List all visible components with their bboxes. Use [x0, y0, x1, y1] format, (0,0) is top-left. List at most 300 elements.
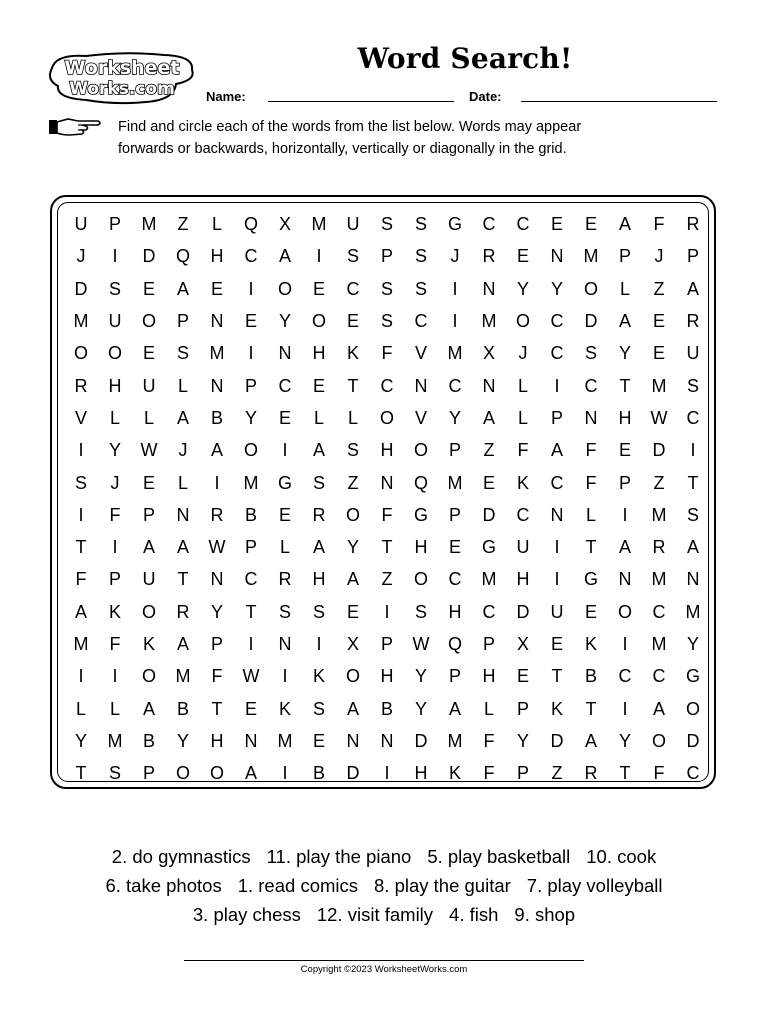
- grid-letter[interactable]: S: [312, 698, 325, 719]
- grid-letter[interactable]: X: [482, 343, 495, 364]
- grid-letter[interactable]: S: [108, 278, 121, 299]
- grid-letter[interactable]: P: [244, 537, 257, 558]
- grid-letter[interactable]: I: [248, 343, 254, 364]
- grid-letter[interactable]: N: [380, 730, 394, 751]
- grid-letter[interactable]: M: [73, 311, 89, 332]
- grid-letter[interactable]: P: [686, 246, 699, 267]
- grid-letter[interactable]: E: [278, 407, 291, 428]
- grid-letter[interactable]: N: [176, 504, 190, 525]
- grid-letter[interactable]: P: [516, 763, 529, 784]
- grid-letter[interactable]: L: [279, 537, 290, 558]
- grid-letter[interactable]: N: [550, 504, 564, 525]
- grid-letter[interactable]: R: [176, 601, 190, 622]
- grid-letter[interactable]: T: [551, 666, 563, 687]
- grid-letter[interactable]: H: [516, 569, 530, 590]
- grid-letter[interactable]: H: [482, 666, 496, 687]
- grid-letter[interactable]: E: [278, 504, 291, 525]
- grid-letter[interactable]: P: [244, 375, 257, 396]
- grid-letter[interactable]: O: [345, 666, 360, 687]
- grid-letter[interactable]: U: [516, 537, 530, 558]
- grid-letter[interactable]: H: [210, 730, 224, 751]
- grid-letter[interactable]: S: [278, 601, 291, 622]
- grid-letter[interactable]: L: [585, 504, 596, 525]
- grid-letter[interactable]: G: [481, 537, 496, 558]
- grid-letter[interactable]: S: [380, 311, 393, 332]
- grid-letter[interactable]: E: [448, 537, 461, 558]
- grid-letter[interactable]: I: [112, 666, 118, 687]
- grid-letter[interactable]: X: [516, 634, 529, 654]
- grid-letter[interactable]: N: [278, 634, 292, 654]
- grid-letter[interactable]: F: [653, 763, 665, 784]
- grid-letter[interactable]: R: [278, 569, 292, 590]
- grid-letter[interactable]: Q: [447, 634, 462, 654]
- grid-letter[interactable]: C: [448, 375, 462, 396]
- grid-letter[interactable]: S: [414, 246, 427, 267]
- grid-letter[interactable]: R: [312, 504, 326, 525]
- grid-letter[interactable]: A: [550, 440, 563, 461]
- grid-letter[interactable]: S: [312, 472, 325, 493]
- grid-letter[interactable]: O: [413, 569, 428, 590]
- grid-letter[interactable]: G: [277, 472, 292, 493]
- grid-letter[interactable]: C: [618, 666, 632, 687]
- grid-letter[interactable]: F: [381, 504, 393, 525]
- grid-letter[interactable]: D: [482, 504, 496, 525]
- grid-letter[interactable]: C: [244, 569, 258, 590]
- grid-letter[interactable]: Y: [108, 440, 121, 461]
- grid-letter[interactable]: R: [652, 537, 666, 558]
- grid-letter[interactable]: E: [550, 634, 563, 654]
- grid-letter[interactable]: W: [208, 537, 226, 558]
- grid-letter[interactable]: Z: [483, 440, 495, 461]
- grid-letter[interactable]: O: [583, 278, 598, 299]
- grid-letter[interactable]: U: [346, 214, 360, 235]
- grid-letter[interactable]: E: [516, 666, 529, 687]
- grid-letter[interactable]: U: [142, 375, 156, 396]
- grid-letter[interactable]: D: [414, 730, 428, 751]
- grid-letter[interactable]: M: [447, 343, 463, 364]
- grid-letter[interactable]: P: [448, 504, 461, 525]
- grid-letter[interactable]: E: [312, 375, 325, 396]
- grid-letter[interactable]: A: [176, 537, 189, 558]
- grid-letter[interactable]: L: [483, 698, 494, 719]
- grid-letter[interactable]: H: [108, 375, 122, 396]
- grid-letter[interactable]: W: [242, 666, 260, 687]
- grid-letter[interactable]: C: [482, 214, 496, 235]
- grid-letter[interactable]: P: [380, 634, 393, 654]
- grid-letter[interactable]: S: [108, 763, 121, 784]
- grid-letter[interactable]: L: [109, 698, 120, 719]
- grid-letter[interactable]: A: [346, 569, 359, 590]
- grid-letter[interactable]: E: [516, 246, 529, 267]
- grid-letter[interactable]: E: [244, 311, 257, 332]
- grid-letter[interactable]: E: [142, 343, 155, 364]
- grid-letter[interactable]: J: [178, 440, 188, 461]
- grid-letter[interactable]: B: [244, 504, 257, 525]
- grid-letter[interactable]: M: [243, 472, 259, 493]
- grid-letter[interactable]: T: [75, 537, 87, 558]
- grid-letter[interactable]: A: [346, 698, 359, 719]
- grid-letter[interactable]: D: [346, 763, 360, 784]
- grid-letter[interactable]: Z: [653, 472, 665, 493]
- grid-letter[interactable]: W: [650, 407, 668, 428]
- grid-letter[interactable]: Q: [175, 246, 190, 267]
- grid-letter[interactable]: E: [584, 601, 597, 622]
- grid-letter[interactable]: J: [450, 246, 460, 267]
- grid-letter[interactable]: Y: [176, 730, 189, 751]
- grid-letter[interactable]: S: [414, 601, 427, 622]
- grid-letter[interactable]: M: [685, 601, 701, 622]
- name-field[interactable]: [268, 101, 454, 102]
- grid-letter[interactable]: A: [618, 214, 631, 235]
- grid-letter[interactable]: S: [686, 504, 699, 525]
- grid-letter[interactable]: L: [347, 407, 358, 428]
- grid-letter[interactable]: M: [651, 504, 667, 525]
- grid-letter[interactable]: A: [618, 537, 631, 558]
- grid-letter[interactable]: T: [687, 472, 699, 493]
- grid-letter[interactable]: A: [244, 763, 257, 784]
- grid-letter[interactable]: E: [550, 214, 563, 235]
- grid-letter[interactable]: E: [210, 278, 223, 299]
- grid-letter[interactable]: O: [515, 311, 530, 332]
- grid-letter[interactable]: E: [346, 601, 359, 622]
- grid-letter[interactable]: Y: [414, 698, 427, 719]
- grid-letter[interactable]: K: [108, 601, 121, 622]
- grid-letter[interactable]: H: [210, 246, 224, 267]
- grid-letter[interactable]: Y: [74, 730, 87, 751]
- grid-letter[interactable]: I: [554, 569, 560, 590]
- grid-letter[interactable]: T: [177, 569, 189, 590]
- grid-letter[interactable]: V: [74, 407, 87, 428]
- grid-letter[interactable]: I: [282, 440, 288, 461]
- grid-letter[interactable]: P: [550, 407, 563, 428]
- grid-letter[interactable]: O: [175, 763, 190, 784]
- grid-letter[interactable]: Y: [516, 278, 529, 299]
- grid-letter[interactable]: K: [278, 698, 291, 719]
- grid-letter[interactable]: A: [142, 698, 155, 719]
- grid-letter[interactable]: C: [550, 472, 564, 493]
- grid-letter[interactable]: U: [686, 343, 700, 364]
- grid-letter[interactable]: E: [482, 472, 495, 493]
- grid-letter[interactable]: M: [447, 730, 463, 751]
- grid-letter[interactable]: E: [652, 343, 665, 364]
- grid-letter[interactable]: I: [452, 278, 458, 299]
- grid-letter[interactable]: U: [550, 601, 564, 622]
- grid-letter[interactable]: R: [74, 375, 88, 396]
- grid-letter[interactable]: C: [584, 375, 598, 396]
- grid-letter[interactable]: A: [74, 601, 87, 622]
- grid-letter[interactable]: I: [316, 246, 322, 267]
- grid-letter[interactable]: A: [176, 634, 189, 654]
- grid-letter[interactable]: N: [210, 311, 224, 332]
- grid-letter[interactable]: O: [107, 343, 122, 364]
- grid-letter[interactable]: M: [583, 246, 599, 267]
- grid-letter[interactable]: B: [312, 763, 325, 784]
- grid-letter[interactable]: L: [517, 375, 528, 396]
- grid-letter[interactable]: D: [142, 246, 156, 267]
- grid-letter[interactable]: D: [74, 278, 88, 299]
- grid-letter[interactable]: T: [245, 601, 257, 622]
- grid-letter[interactable]: F: [211, 666, 223, 687]
- date-field[interactable]: [521, 101, 717, 102]
- grid-letter[interactable]: Z: [347, 472, 359, 493]
- grid-letter[interactable]: H: [312, 343, 326, 364]
- grid-letter[interactable]: I: [622, 634, 628, 654]
- grid-letter[interactable]: C: [550, 343, 564, 364]
- grid-letter[interactable]: P: [482, 634, 495, 654]
- grid-letter[interactable]: N: [278, 343, 292, 364]
- grid-letter[interactable]: Z: [381, 569, 393, 590]
- grid-letter[interactable]: J: [654, 246, 664, 267]
- grid-letter[interactable]: S: [346, 440, 359, 461]
- grid-letter[interactable]: N: [550, 246, 564, 267]
- grid-letter[interactable]: E: [584, 214, 597, 235]
- grid-letter[interactable]: C: [686, 407, 700, 428]
- grid-letter[interactable]: C: [448, 569, 462, 590]
- grid-letter[interactable]: H: [414, 537, 428, 558]
- grid-letter[interactable]: A: [686, 278, 699, 299]
- grid-letter[interactable]: D: [550, 730, 564, 751]
- grid-letter[interactable]: F: [517, 440, 529, 461]
- grid-letter[interactable]: J: [76, 246, 86, 267]
- grid-letter[interactable]: I: [78, 666, 84, 687]
- grid-letter[interactable]: L: [143, 407, 154, 428]
- grid-letter[interactable]: B: [380, 698, 393, 719]
- grid-letter[interactable]: R: [210, 504, 224, 525]
- grid-letter[interactable]: X: [278, 214, 291, 235]
- grid-letter[interactable]: F: [109, 634, 121, 654]
- grid-letter[interactable]: Z: [653, 278, 665, 299]
- grid-letter[interactable]: A: [176, 407, 189, 428]
- grid-letter[interactable]: E: [312, 730, 325, 751]
- grid-letter[interactable]: F: [483, 763, 495, 784]
- grid-letter[interactable]: F: [653, 214, 665, 235]
- grid-letter[interactable]: O: [243, 440, 258, 461]
- grid-letter[interactable]: N: [244, 730, 258, 751]
- grid-letter[interactable]: S: [380, 278, 393, 299]
- grid-letter[interactable]: C: [482, 601, 496, 622]
- grid-letter[interactable]: S: [380, 214, 393, 235]
- grid-letter[interactable]: H: [448, 601, 462, 622]
- grid-letter[interactable]: N: [482, 278, 496, 299]
- grid-letter[interactable]: S: [176, 343, 189, 364]
- grid-letter[interactable]: M: [447, 472, 463, 493]
- grid-letter[interactable]: X: [346, 634, 359, 654]
- grid-letter[interactable]: Q: [413, 472, 428, 493]
- grid-letter[interactable]: T: [585, 537, 597, 558]
- grid-letter[interactable]: E: [618, 440, 631, 461]
- grid-letter[interactable]: V: [414, 407, 427, 428]
- grid-letter[interactable]: H: [618, 407, 632, 428]
- grid-letter[interactable]: T: [585, 698, 597, 719]
- grid-letter[interactable]: Z: [177, 214, 189, 235]
- grid-letter[interactable]: O: [209, 763, 224, 784]
- grid-letter[interactable]: M: [73, 634, 89, 654]
- grid-letter[interactable]: D: [652, 440, 666, 461]
- grid-letter[interactable]: C: [686, 763, 700, 784]
- grid-letter[interactable]: V: [414, 343, 427, 364]
- grid-letter[interactable]: R: [584, 763, 598, 784]
- grid-letter[interactable]: L: [619, 278, 630, 299]
- grid-letter[interactable]: T: [75, 763, 87, 784]
- grid-letter[interactable]: A: [210, 440, 223, 461]
- grid-letter[interactable]: S: [686, 375, 699, 396]
- grid-letter[interactable]: I: [690, 440, 696, 461]
- grid-letter[interactable]: J: [110, 472, 120, 493]
- grid-letter[interactable]: L: [313, 407, 324, 428]
- grid-letter[interactable]: I: [622, 698, 628, 719]
- grid-letter[interactable]: L: [177, 375, 188, 396]
- grid-letter[interactable]: N: [380, 472, 394, 493]
- grid-letter[interactable]: R: [686, 214, 700, 235]
- grid-letter[interactable]: A: [652, 698, 665, 719]
- grid-letter[interactable]: N: [686, 569, 700, 590]
- grid-letter[interactable]: D: [584, 311, 598, 332]
- grid-letter[interactable]: M: [141, 214, 157, 235]
- grid-letter[interactable]: O: [413, 440, 428, 461]
- grid-letter[interactable]: K: [516, 472, 529, 493]
- grid-letter[interactable]: F: [109, 504, 121, 525]
- grid-letter[interactable]: Y: [448, 407, 461, 428]
- grid-letter[interactable]: M: [651, 569, 667, 590]
- grid-letter[interactable]: N: [584, 407, 598, 428]
- grid-letter[interactable]: O: [345, 504, 360, 525]
- grid-letter[interactable]: A: [142, 537, 155, 558]
- grid-letter[interactable]: L: [177, 472, 188, 493]
- grid-letter[interactable]: I: [78, 504, 84, 525]
- grid-letter[interactable]: H: [414, 763, 428, 784]
- grid-letter[interactable]: K: [584, 634, 597, 654]
- grid-letter[interactable]: Y: [618, 730, 631, 751]
- grid-letter[interactable]: S: [414, 278, 427, 299]
- grid-letter[interactable]: L: [211, 214, 222, 235]
- grid-letter[interactable]: E: [312, 278, 325, 299]
- grid-letter[interactable]: C: [652, 666, 666, 687]
- grid-letter[interactable]: N: [414, 375, 428, 396]
- grid-letter[interactable]: Y: [244, 407, 257, 428]
- grid-letter[interactable]: K: [550, 698, 563, 719]
- grid-letter[interactable]: S: [346, 246, 359, 267]
- grid-letter[interactable]: Y: [550, 278, 563, 299]
- grid-letter[interactable]: E: [142, 472, 155, 493]
- grid-letter[interactable]: R: [686, 311, 700, 332]
- grid-letter[interactable]: B: [584, 666, 597, 687]
- grid-letter[interactable]: B: [176, 698, 189, 719]
- grid-letter[interactable]: B: [142, 730, 155, 751]
- grid-letter[interactable]: N: [618, 569, 632, 590]
- grid-letter[interactable]: T: [211, 698, 223, 719]
- grid-letter[interactable]: C: [346, 278, 360, 299]
- grid-letter[interactable]: F: [585, 472, 597, 493]
- grid-letter[interactable]: L: [517, 407, 528, 428]
- grid-letter[interactable]: U: [142, 569, 156, 590]
- grid-letter[interactable]: I: [112, 246, 118, 267]
- grid-letter[interactable]: W: [412, 634, 430, 654]
- grid-letter[interactable]: N: [210, 375, 224, 396]
- grid-letter[interactable]: W: [140, 440, 158, 461]
- grid-letter[interactable]: M: [651, 634, 667, 654]
- grid-letter[interactable]: P: [210, 634, 223, 654]
- grid-letter[interactable]: H: [380, 440, 394, 461]
- grid-letter[interactable]: A: [176, 278, 189, 299]
- grid-letter[interactable]: Y: [210, 601, 223, 622]
- grid-letter[interactable]: M: [175, 666, 191, 687]
- grid-letter[interactable]: H: [380, 666, 394, 687]
- grid-letter[interactable]: P: [448, 666, 461, 687]
- grid-letter[interactable]: E: [346, 311, 359, 332]
- grid-letter[interactable]: T: [381, 537, 393, 558]
- grid-letter[interactable]: I: [452, 311, 458, 332]
- grid-letter[interactable]: P: [142, 504, 155, 525]
- grid-letter[interactable]: Z: [551, 763, 563, 784]
- grid-letter[interactable]: A: [482, 407, 495, 428]
- grid-letter[interactable]: P: [108, 569, 121, 590]
- grid-letter[interactable]: O: [141, 601, 156, 622]
- grid-letter[interactable]: Y: [346, 537, 359, 558]
- grid-letter[interactable]: Y: [618, 343, 631, 364]
- grid-letter[interactable]: S: [584, 343, 597, 364]
- grid-letter[interactable]: Y: [278, 311, 291, 332]
- grid-letter[interactable]: I: [282, 763, 288, 784]
- grid-letter[interactable]: T: [619, 763, 631, 784]
- grid-letter[interactable]: N: [482, 375, 496, 396]
- grid-letter[interactable]: T: [347, 375, 359, 396]
- grid-letter[interactable]: O: [617, 601, 632, 622]
- grid-letter[interactable]: C: [516, 504, 530, 525]
- grid-letter[interactable]: K: [448, 763, 461, 784]
- grid-letter[interactable]: G: [447, 214, 462, 235]
- grid-letter[interactable]: P: [142, 763, 155, 784]
- grid-letter[interactable]: S: [74, 472, 87, 493]
- grid-letter[interactable]: P: [516, 698, 529, 719]
- grid-letter[interactable]: R: [482, 246, 496, 267]
- grid-letter[interactable]: I: [384, 763, 390, 784]
- grid-letter[interactable]: A: [584, 730, 597, 751]
- grid-letter[interactable]: P: [618, 246, 631, 267]
- grid-letter[interactable]: K: [312, 666, 325, 687]
- grid-letter[interactable]: S: [414, 214, 427, 235]
- grid-letter[interactable]: C: [244, 246, 258, 267]
- grid-letter[interactable]: I: [384, 601, 390, 622]
- grid-letter[interactable]: K: [346, 343, 359, 364]
- grid-letter[interactable]: U: [108, 311, 122, 332]
- grid-letter[interactable]: I: [248, 634, 254, 654]
- grid-letter[interactable]: A: [448, 698, 461, 719]
- grid-letter[interactable]: E: [244, 698, 257, 719]
- grid-letter[interactable]: M: [277, 730, 293, 751]
- grid-letter[interactable]: F: [483, 730, 495, 751]
- grid-letter[interactable]: O: [141, 666, 156, 687]
- grid-letter[interactable]: L: [109, 407, 120, 428]
- grid-letter[interactable]: P: [380, 246, 393, 267]
- grid-letter[interactable]: H: [312, 569, 326, 590]
- grid-letter[interactable]: D: [516, 601, 530, 622]
- grid-letter[interactable]: C: [652, 601, 666, 622]
- grid-letter[interactable]: I: [214, 472, 220, 493]
- grid-letter[interactable]: O: [277, 278, 292, 299]
- grid-letter[interactable]: I: [316, 634, 322, 654]
- grid-letter[interactable]: M: [209, 343, 225, 364]
- grid-letter[interactable]: B: [210, 407, 223, 428]
- grid-letter[interactable]: M: [311, 214, 327, 235]
- grid-letter[interactable]: G: [583, 569, 598, 590]
- grid-letter[interactable]: P: [618, 472, 631, 493]
- grid-letter[interactable]: O: [379, 407, 394, 428]
- grid-letter[interactable]: N: [346, 730, 360, 751]
- grid-letter[interactable]: P: [448, 440, 461, 461]
- grid-letter[interactable]: Y: [686, 634, 699, 654]
- grid-letter[interactable]: E: [142, 278, 155, 299]
- grid-letter[interactable]: J: [518, 343, 528, 364]
